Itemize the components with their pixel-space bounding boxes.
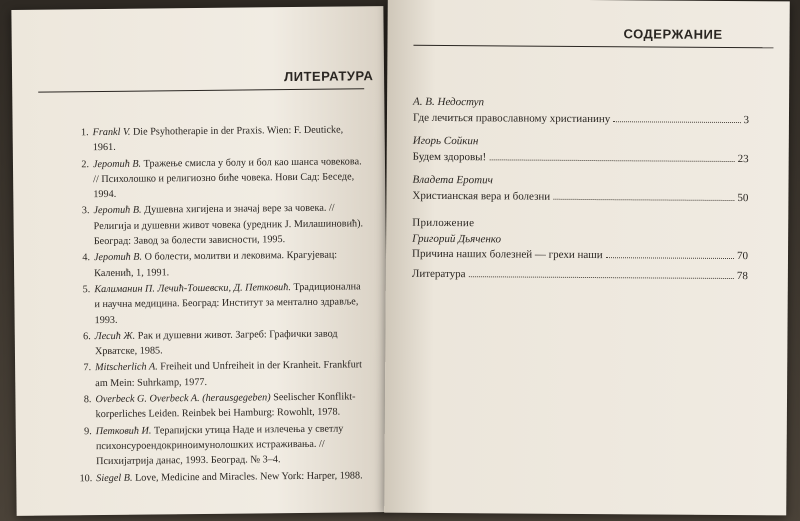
reference-text: Тражење смисла у болу и бол као шанса човековa. // Психолошко и религиозно биће човека. Нови Сад: Беседе, 1994.	[93, 155, 362, 201]
reference-item	[67, 154, 367, 203]
table-of-contents	[412, 95, 749, 284]
toc-author: Игорь Сойкин	[412, 134, 479, 148]
reference-author: Siegel B.	[96, 472, 133, 484]
reference-item	[70, 468, 370, 486]
leader-dots	[613, 121, 740, 123]
reference-text: Love, Medicine and Miracles. New York: Harper, 1988.	[132, 469, 363, 484]
leader-dots	[606, 257, 734, 259]
reference-number: 6.	[83, 331, 91, 343]
reference-author: Јеротић В.	[93, 251, 143, 264]
toc-title: Христианская вера и болезни	[412, 189, 551, 203]
reference-text: Душевна хигијена и значај вере за човека. // Религија и душевни живот човека (уредник Ј. Милашиновић). Београд: Завод за болести зависности, 1995.	[93, 203, 364, 248]
reference-author: Mitscherlich A.	[95, 361, 158, 374]
header-rule	[413, 45, 773, 49]
toc-page-number: 70	[736, 250, 749, 263]
reference-author: Лесић Ж.	[94, 330, 136, 342]
reference-text: Seelischer Konflikt-korperliches Leiden. Reinbek bei Hamburg: Rowohlt, 1978.	[95, 391, 356, 421]
toc-author: Владета Еротич	[412, 173, 493, 187]
header-rule	[38, 88, 364, 92]
toc-title: Литература	[411, 267, 466, 280]
reference-author: Јеротић В.	[93, 205, 142, 217]
reference-author: Калиманин П. Лечић-Тошевски, Д. Петковић.	[94, 282, 291, 296]
right-page	[384, 0, 790, 515]
left-page	[11, 6, 388, 516]
page-header-contents: СОДЕРЖАНИЕ	[623, 26, 723, 42]
reference-number: 8.	[83, 394, 92, 406]
toc-entry-1[interactable]	[413, 95, 749, 128]
reference-author: Јеротић В.	[92, 158, 142, 170]
reference-text: О болести, молитви и лековима. Крагујевац: Каленић, 1, 1991.	[94, 249, 338, 279]
leader-dots	[469, 276, 734, 279]
reference-item	[68, 248, 368, 282]
toc-entry-3[interactable]	[412, 173, 748, 206]
reference-item	[69, 389, 369, 423]
toc-title: Где лечиться православному христианину	[412, 111, 611, 125]
page-header-literature: ЛИТЕРАТУРА	[283, 68, 374, 85]
reference-number: 3.	[81, 205, 90, 217]
toc-entry-2[interactable]	[413, 134, 749, 167]
reference-item	[67, 122, 367, 156]
reference-text: Die Psyhotherapie in der Praxis. Wien: F. Deuticke, 1961.	[92, 124, 344, 154]
toc-title: Причина наших болезней — грехи наши	[411, 247, 603, 262]
toc-author: Григорий Дьяченко	[412, 232, 502, 245]
leader-dots	[489, 159, 734, 162]
reference-item	[68, 279, 368, 328]
toc-page-number: 78	[736, 269, 748, 282]
reference-number: 7.	[83, 362, 92, 374]
leader-dots	[553, 198, 734, 200]
reference-number: 4.	[82, 252, 91, 264]
reference-number: 1.	[80, 127, 89, 139]
toc-author: А. В. Недоступ	[413, 95, 485, 109]
reference-author: Петковић И.	[95, 425, 152, 437]
toc-title: Будем здоровы!	[412, 150, 487, 163]
reference-item	[70, 421, 370, 470]
reference-number: 10.	[79, 472, 93, 484]
toc-page-number: 23	[737, 152, 749, 165]
reference-number: 9.	[84, 425, 92, 437]
reference-text: Традиционална и научна медицина. Београд: Институт за ментално здравље, 1993.	[94, 281, 361, 326]
appendix-label: Приложение	[412, 216, 475, 230]
reference-item	[67, 201, 367, 250]
reference-item	[69, 358, 369, 392]
reference-list	[67, 122, 371, 487]
reference-number: 5.	[82, 284, 91, 296]
reference-text: Freiheit und Unfreiheit in der Kranheit. Frankfurt am Mein: Suhrkamp, 1977.	[95, 359, 363, 389]
toc-entry-literature[interactable]	[412, 266, 748, 284]
reference-author: Overbeck G. Overbeck A. (herausgegeben)	[95, 392, 271, 406]
toc-page-number: 50	[737, 191, 749, 204]
toc-entry-appendix[interactable]	[412, 231, 748, 264]
reference-number: 2.	[81, 158, 90, 170]
reference-item	[69, 326, 369, 360]
reference-text: Рак и душевни живот. Загреб: Графички завод Хрватске, 1985.	[94, 328, 338, 358]
reference-text: Терапијски утица Наде и излечења у светлу психонсуроендокриноимунолошких истраживања. // Психијатрија данас, 1993. Београд. № 3–4.	[95, 423, 344, 468]
reference-author: Frankl V.	[92, 126, 131, 139]
toc-page-number: 3	[743, 113, 750, 126]
